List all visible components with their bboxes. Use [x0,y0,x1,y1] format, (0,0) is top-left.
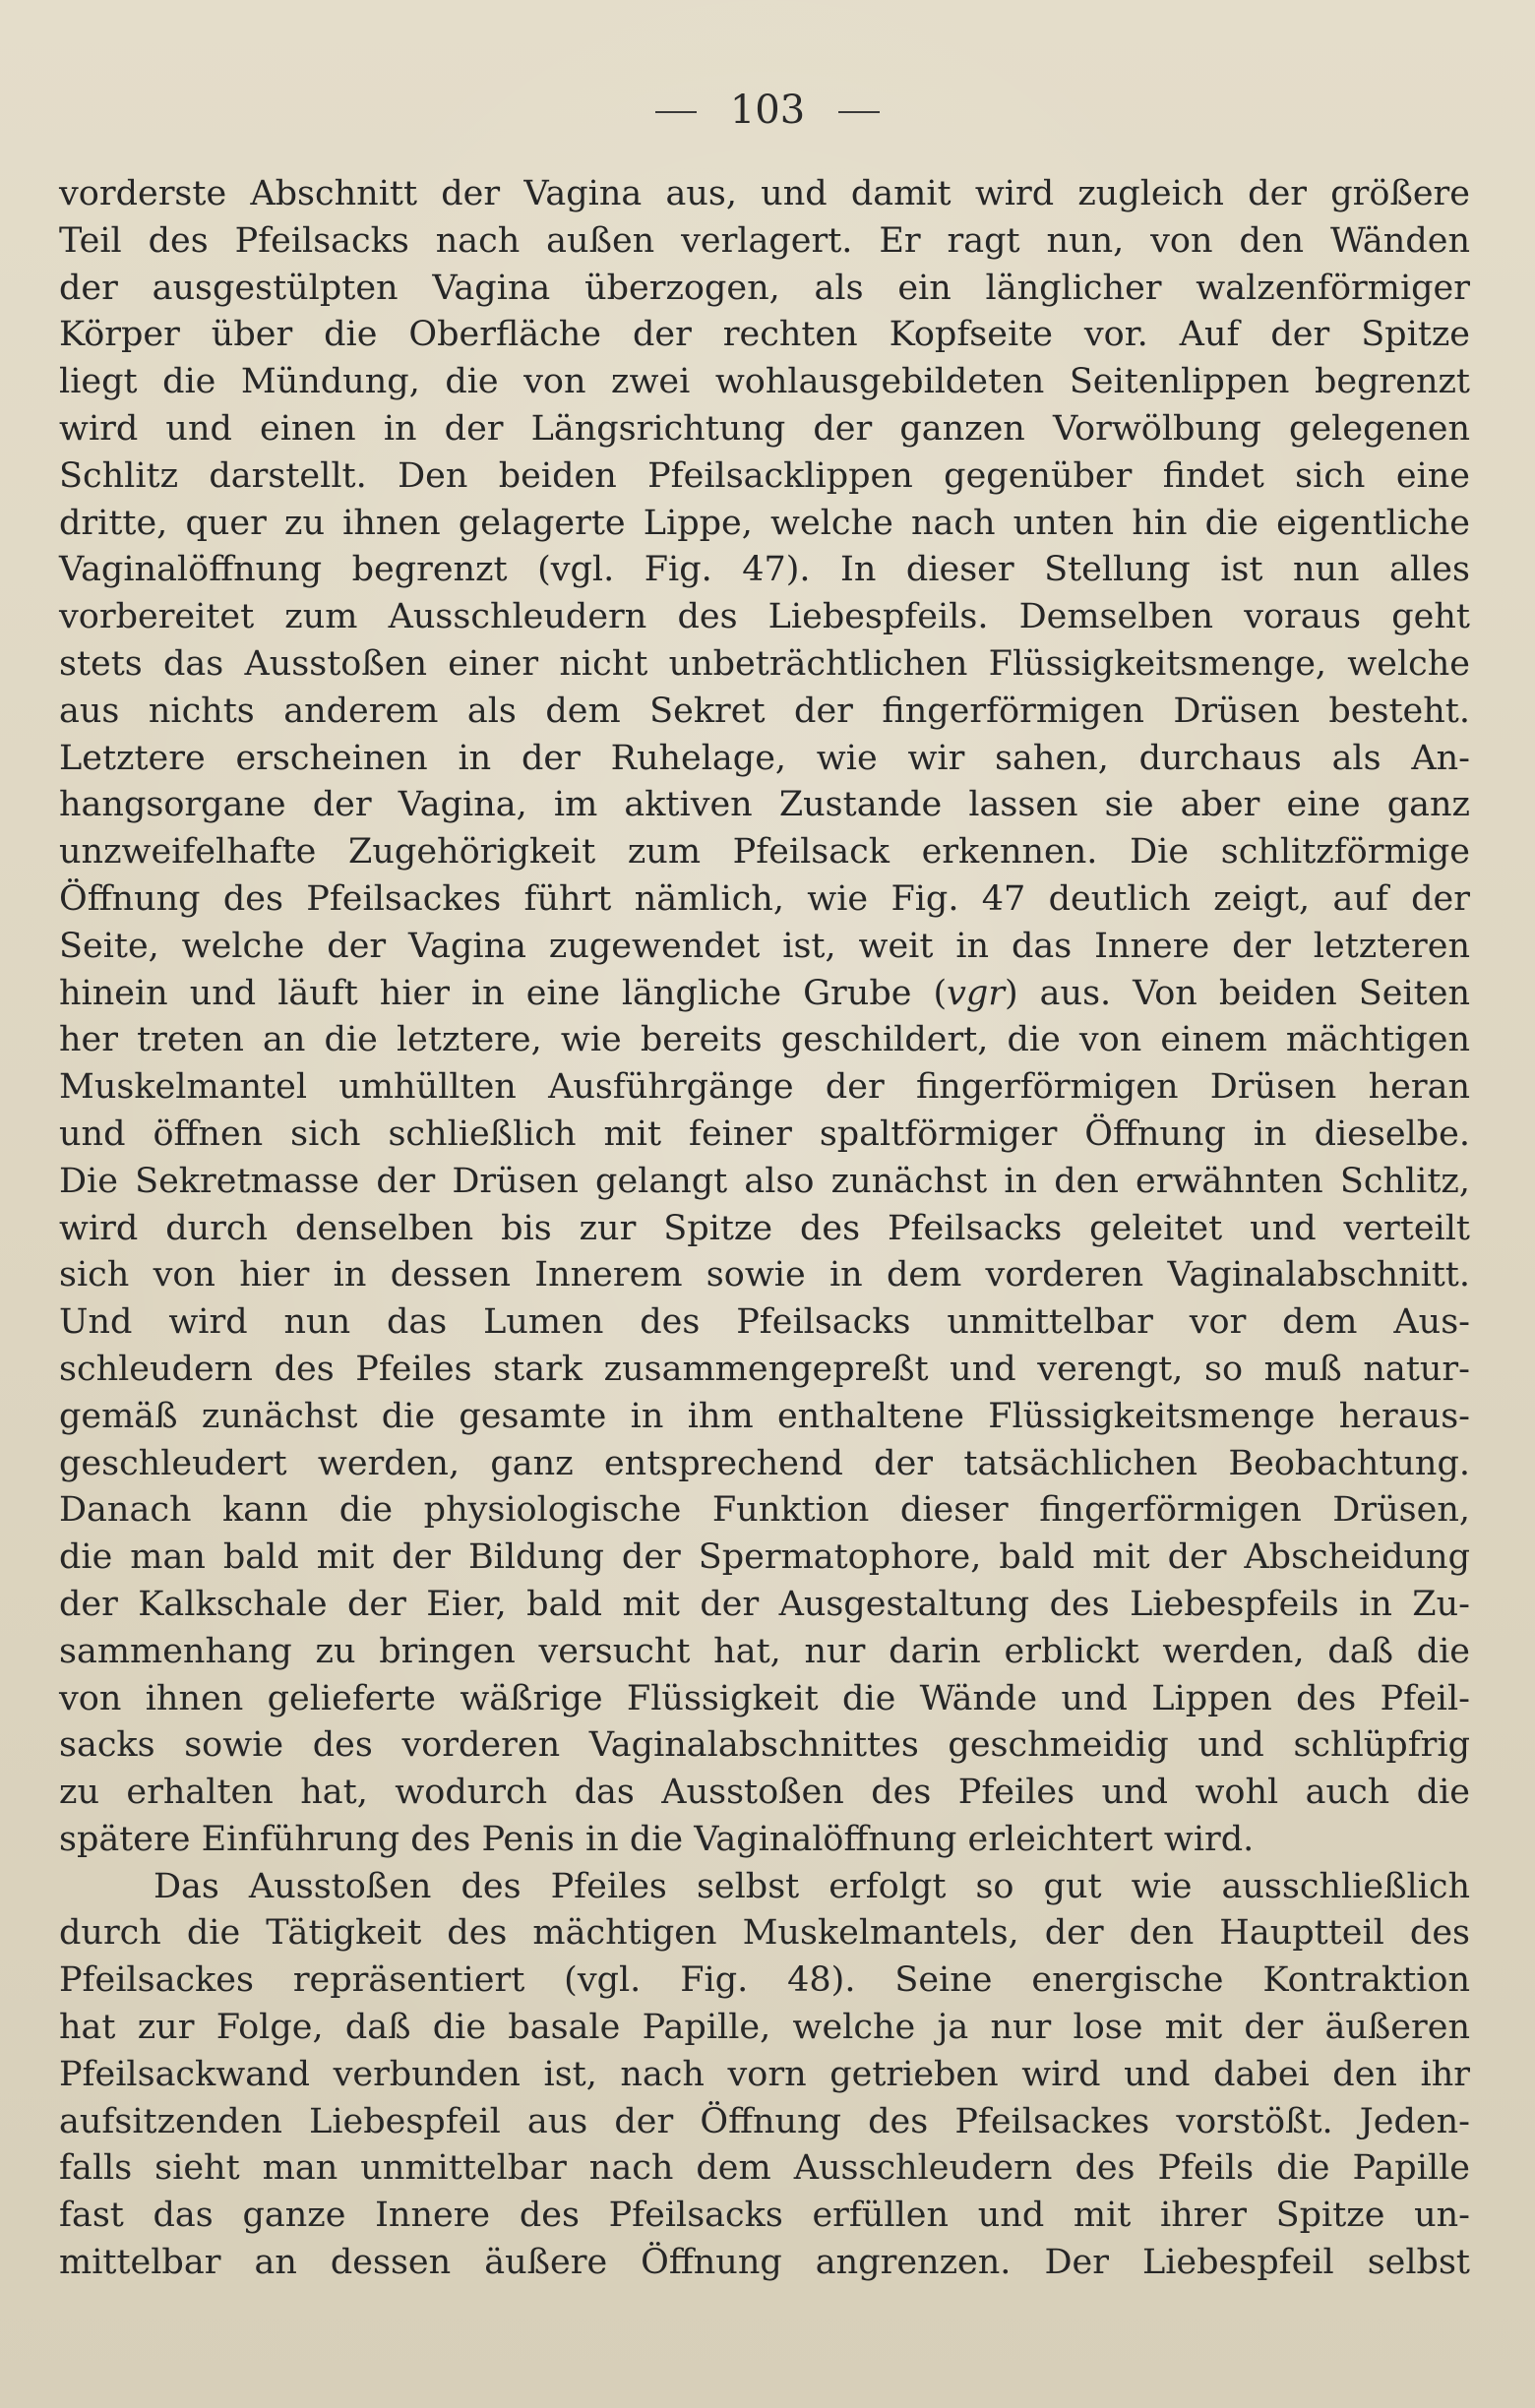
text-line-18 [59,971,1470,1018]
text-line-20: Muskelmantel umhüllten Ausführgänge der fingerförmigen Drüsen heran [59,1067,1470,1108]
text-line-38: durch die Tätigkeit des mächtigen Muskelmantels, der den Hauptteil des [59,1913,1470,1954]
text-line-45: mittelbar an dessen äußere Öffnung angrenzen. Der Liebespfeil selbst [59,2243,1470,2283]
text-line-24: sich von hier in dessen Innerem sowie in dem vorderen Vaginalabschnitt. [59,1255,1470,1295]
text-line-32: sammenhang zu bringen versucht hat, nur darin erblickt werden, daß die [59,1631,1470,1671]
text-line-05: liegt die Mündung, die von zwei wohlausgebildeten Seitenlippen begrenzt [59,362,1470,402]
text-line-37: Das Ausstoßen des Pfeiles selbst erfolgt so gut wie ausschließlich [154,1866,1470,1906]
text-line-03: der ausgestülpten Vagina überzogen, als ein länglicher walzenförmiger [59,268,1470,308]
text-line-12: aus nichts anderem als dem Sekret der fingerförmigen Drüsen besteht. [59,691,1470,731]
text-line-09: Vaginalöffnung begrenzt (vgl. Fig. 47). In dieser Stellung ist nun alles [59,550,1470,590]
text-line-15: unzweifelhafte Zugehörigkeit zum Pfeilsack erkennen. Die schlitzförmige [59,832,1470,873]
text-line-30: die man bald mit der Bildung der Spermatophore, bald mit der Abscheidung [59,1537,1470,1578]
header-left-dash [655,111,697,113]
text-line-28: geschleudert werden, ganz entsprechend der tatsächlichen Beobachtung. [59,1443,1470,1483]
text-line-06: wird und einen in der Längsrichtung der ganzen Vorwölbung gelegenen [59,408,1470,449]
text-line-21: und öffnen sich schließlich mit feiner spaltförmiger Öffnung in dieselbe. [59,1114,1470,1154]
text-line-22: Die Sekretmasse der Drüsen gelangt also zunächst in den erwähnten Schlitz, [59,1161,1470,1201]
text-line-23: wird durch denselben bis zur Spitze des Pfeilsacks geleitet und verteilt [59,1208,1470,1248]
text-line-35: zu erhalten hat, wodurch das Ausstoßen des Pfeiles und wohl auch die [59,1773,1470,1813]
page-header [0,81,1535,140]
text-line-14: hangsorgane der Vagina, im aktiven Zustande lassen sie aber eine ganz [59,785,1470,825]
text-line-02: Teil des Pfeilsacks nach außen verlagert. Er ragt nun, von den Wänden [59,220,1470,261]
text-line-13: Letztere erscheinen in der Ruhelage, wie wir sahen, durchaus als An- [59,738,1470,778]
text-line-08: dritte, quer zu ihnen gelagerte Lippe, welche nach unten hin die eigentliche [59,503,1470,543]
text-line-18-end: ) aus. Von beiden Seiten [1005,973,1470,1013]
text-line-43: falls sieht man unmittelbar nach dem Ausschleudern des Pfeils die Papille [59,2148,1470,2189]
text-line-29: Danach kann die physiologische Funktion dieser fingerförmigen Drüsen, [59,1490,1470,1531]
text-line-40: hat zur Folge, daß die basale Papille, welche ja nur lose mit der äußeren [59,2008,1470,2048]
text-line-34: sacks sowie des vorderen Vaginalabschnittes geschmeidig und schlüpfrig [59,1725,1470,1766]
text-line-33: von ihnen gelieferte wäßrige Flüssigkeit die Wände und Lippen des Pfeil- [59,1678,1470,1718]
text-line-44: fast das ganze Innere des Pfeilsacks erfüllen und mit ihrer Spitze un- [59,2196,1470,2236]
text-line-27: gemäß zunächst die gesamte in ihm enthaltene Flüssigkeitsmenge heraus- [59,1396,1470,1436]
text-line-07: Schlitz darstellt. Den beiden Pfeilsacklippen gegenüber findet sich eine [59,455,1470,496]
body-text [59,171,1470,2287]
text-line-11: stets das Ausstoßen einer nicht unbeträchtlichen Flüssigkeitsmenge, welche [59,643,1470,684]
text-line-19: her treten an die letztere, wie bereits geschildert, die von einem mächtigen [59,1020,1470,1060]
text-line-17: Seite, welche der Vagina zugewendet ist, weit in das Innere der letzteren [59,926,1470,966]
vgr-open-paren: ( [933,973,948,1013]
text-line-18-start: hinein und läuft hier in eine längliche Grube [59,973,912,1013]
text-line-04: Körper über die Oberfläche der rechten Kopfseite vor. Auf der Spitze [59,315,1470,355]
text-line-10: vorbereitet zum Ausschleudern des Liebespfeils. Demselben voraus geht [59,597,1470,637]
text-line-41: Pfeilsackwand verbunden ist, nach vorn getrieben wird und dabei den ihr [59,2054,1470,2094]
text-line-39: Pfeilsackes repräsentiert (vgl. Fig. 48). Seine energische Kontraktion [59,1960,1470,2001]
text-line-25: Und wird nun das Lumen des Pfeilsacks unmittelbar vor dem Aus- [59,1302,1470,1343]
header-right-dash [838,111,880,113]
text-line-31: der Kalkschale der Eier, bald mit der Ausgestaltung des Liebespfeils in Zu- [59,1584,1470,1624]
text-line-42: aufsitzenden Liebespfeil aus der Öffnung des Pfeilsackes vorstößt. Jeden- [59,2101,1470,2141]
text-line-36: spätere Einführung des Penis in die Vaginalöffnung erleichtert wird. [59,1819,1255,1859]
text-line-26: schleudern des Pfeiles stark zusammengepreßt und verengt, so muß natur- [59,1349,1470,1389]
page-number: 103 [729,88,806,133]
text-line-16: Öffnung des Pfeilsackes führt nämlich, wie Fig. 47 deutlich zeigt, auf der [59,878,1470,919]
vgr-label: vgr [947,973,1006,1013]
text-line-01: vorderste Abschnitt der Vagina aus, und damit wird zugleich der größere [59,174,1470,213]
